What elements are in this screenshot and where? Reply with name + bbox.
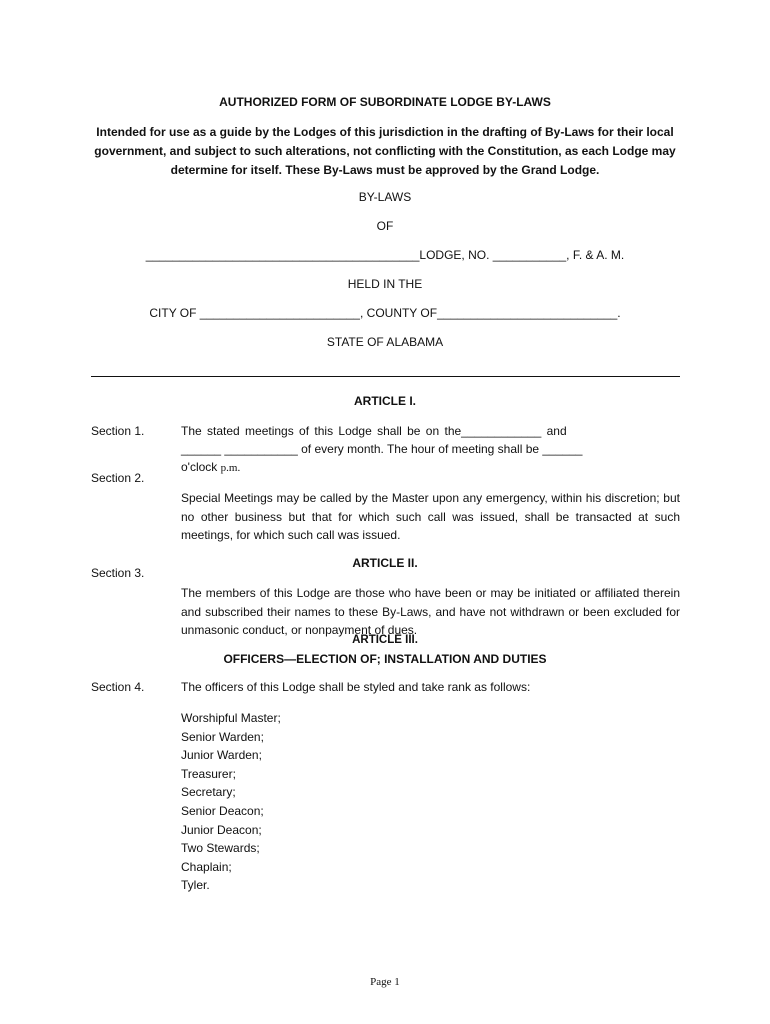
officer-item: Worshipful Master; — [181, 711, 281, 725]
article-2-heading: ARTICLE II. — [352, 556, 418, 570]
held-in-heading: HELD IN THE — [347, 277, 423, 291]
section-3-label: Section 3. — [91, 566, 145, 580]
officer-item: Junior Warden; — [181, 748, 262, 763]
of-heading: OF — [376, 219, 394, 233]
section-1-label: Section 1. — [91, 424, 145, 438]
horizontal-rule — [91, 376, 680, 377]
officers-subheading: OFFICERS—ELECTION OF; INSTALLATION AND DUTIES — [223, 652, 547, 666]
section-2-text: Special Meetings may be called by the Master upon any emergency, within his discretion; but no other business but that for which such call was issued, shall be transacted at such meetings, for which such call was issued. — [181, 491, 680, 542]
section-1-line-1: The stated meetings of this Lodge shall be on the____________ and — [181, 424, 567, 438]
oclock-text: o'clock — [181, 460, 218, 474]
officer-item: Senior Deacon; — [181, 803, 264, 818]
article-1-heading: ARTICLE I. — [354, 394, 416, 408]
officers-list — [181, 709, 281, 895]
officer-item: Tyler. — [181, 878, 210, 893]
section-3-text: The members of this Lodge are those who have been or may be initiated or affiliated therein and subscribed their names to these By-Laws, and have not withdrawn or been excluded for unmasonic conduct, or nonpayment of dues. — [181, 586, 680, 637]
intro-paragraph: Intended for use as a guide by the Lodges of this jurisdiction in the drafting of By-Laws for their local government, and subject to such alterations, not conflicting with the Constitution, as each Lodge may determine for itself. These By-Laws must be approved by the Grand Lodge. — [94, 125, 676, 177]
document-title: AUTHORIZED FORM OF SUBORDINATE LODGE BY-LAWS — [219, 95, 551, 109]
section-1-line-2: ______ ___________ of every month. The hour of meeting shall be ______ — [181, 442, 583, 456]
page-number: Page 1 — [370, 976, 400, 988]
lodge-name-line: _________________________________________LODGE, NO. ___________, F. & A. M. — [145, 248, 625, 262]
section-4-text: The officers of this Lodge shall be styled and take rank as follows: — [181, 680, 531, 694]
city-county-line: CITY OF ________________________, COUNTY OF___________________________. — [149, 306, 621, 320]
officer-item: Chaplain; — [181, 859, 232, 874]
officer-item: Junior Deacon; — [181, 822, 262, 837]
section-2-label: Section 2. — [91, 471, 145, 485]
officer-item: Secretary; — [181, 785, 236, 800]
article-3-heading: ARTICLE III. — [352, 634, 418, 646]
section-1-oclock-line — [181, 460, 240, 474]
officer-item: Senior Warden; — [181, 729, 264, 744]
officer-item: Treasurer; — [181, 766, 236, 781]
officer-item: Two Stewards; — [181, 841, 260, 856]
bylaws-heading: BY-LAWS — [358, 190, 412, 204]
section-4-label: Section 4. — [91, 680, 145, 694]
pm-text: p.m. — [220, 462, 241, 474]
state-heading: STATE OF ALABAMA — [326, 335, 444, 349]
